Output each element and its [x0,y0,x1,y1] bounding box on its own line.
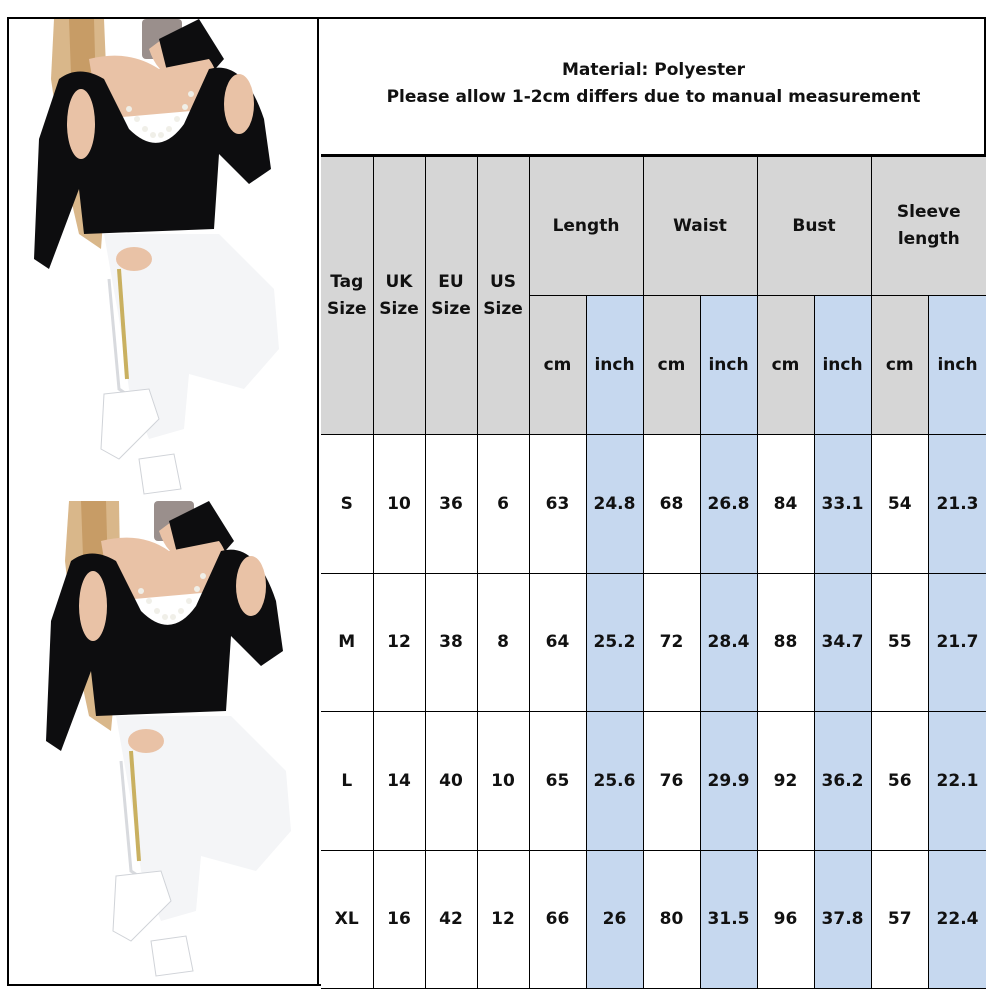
col-header-waist: Waist [643,157,757,296]
cell-length-inch: 25.2 [586,573,643,712]
unit-cm: cm [871,296,929,435]
cell-length-inch: 24.8 [586,435,643,574]
cell-waist-inch: 29.9 [700,712,757,851]
cell-sleeve-cm: 57 [871,850,929,989]
cell-bust-inch: 36.2 [814,712,871,851]
unit-cm: cm [643,296,700,435]
product-photos [9,19,319,984]
cell-uk: 12 [373,573,425,712]
cell-bust-inch: 34.7 [814,573,871,712]
cell-bust-inch: 33.1 [814,435,871,574]
cell-length-cm: 65 [529,712,586,851]
header-row-groups [321,157,986,296]
cell-length-cm: 63 [529,435,586,574]
cell-sleeve-cm: 54 [871,435,929,574]
material-line: Material: Polyester [561,59,745,80]
cell-sleeve-inch: 22.1 [929,712,987,851]
table-row [321,573,986,712]
cell-length-cm: 64 [529,573,586,712]
cell-waist-cm: 68 [643,435,700,574]
size-chart-panel [321,19,986,984]
cell-eu: 42 [425,850,477,989]
cell-length-cm: 66 [529,850,586,989]
cell-us: 6 [477,435,529,574]
cell-tag: L [321,712,373,851]
table-row [321,712,986,851]
size-chart-frame [7,17,986,986]
cell-uk: 14 [373,712,425,851]
unit-inch: inch [929,296,987,435]
cell-us: 10 [477,712,529,851]
cell-waist-cm: 72 [643,573,700,712]
col-header-us-size: US Size [477,157,529,435]
cell-waist-inch: 26.8 [700,435,757,574]
cell-tag: XL [321,850,373,989]
col-header-eu-size: EU Size [425,157,477,435]
cell-tag: M [321,573,373,712]
col-header-tag-size: Tag Size [321,157,373,435]
unit-inch: inch [586,296,643,435]
cell-waist-cm: 76 [643,712,700,851]
cell-bust-cm: 84 [757,435,814,574]
cell-eu: 38 [425,573,477,712]
cell-sleeve-cm: 56 [871,712,929,851]
cell-length-inch: 25.6 [586,712,643,851]
table-row [321,850,986,989]
col-header-uk-size: UK Size [373,157,425,435]
cell-sleeve-cm: 55 [871,573,929,712]
cell-bust-inch: 37.8 [814,850,871,989]
cell-tag: S [321,435,373,574]
col-header-bust: Bust [757,157,871,296]
col-header-sleeve-length: Sleeve length [871,157,986,296]
material-note [321,19,986,156]
cell-bust-cm: 92 [757,712,814,851]
cell-sleeve-inch: 21.3 [929,435,987,574]
cell-uk: 16 [373,850,425,989]
model-photo-top [9,19,319,501]
unit-cm: cm [757,296,814,435]
unit-inch: inch [700,296,757,435]
measurement-note: Please allow 1-2cm differs due to manual measurement [386,86,921,107]
cell-sleeve-inch: 21.7 [929,573,987,712]
unit-cm: cm [529,296,586,435]
cell-us: 8 [477,573,529,712]
cell-eu: 40 [425,712,477,851]
cell-waist-cm: 80 [643,850,700,989]
col-header-length: Length [529,157,643,296]
unit-inch: inch [814,296,871,435]
cell-length-inch: 26 [586,850,643,989]
cell-bust-cm: 96 [757,850,814,989]
cell-waist-inch: 31.5 [700,850,757,989]
table-row [321,435,986,574]
cell-sleeve-inch: 22.4 [929,850,987,989]
model-photo-bottom [9,501,319,983]
cell-us: 12 [477,850,529,989]
cell-waist-inch: 28.4 [700,573,757,712]
cell-bust-cm: 88 [757,573,814,712]
cell-eu: 36 [425,435,477,574]
cell-uk: 10 [373,435,425,574]
size-table [321,156,986,989]
